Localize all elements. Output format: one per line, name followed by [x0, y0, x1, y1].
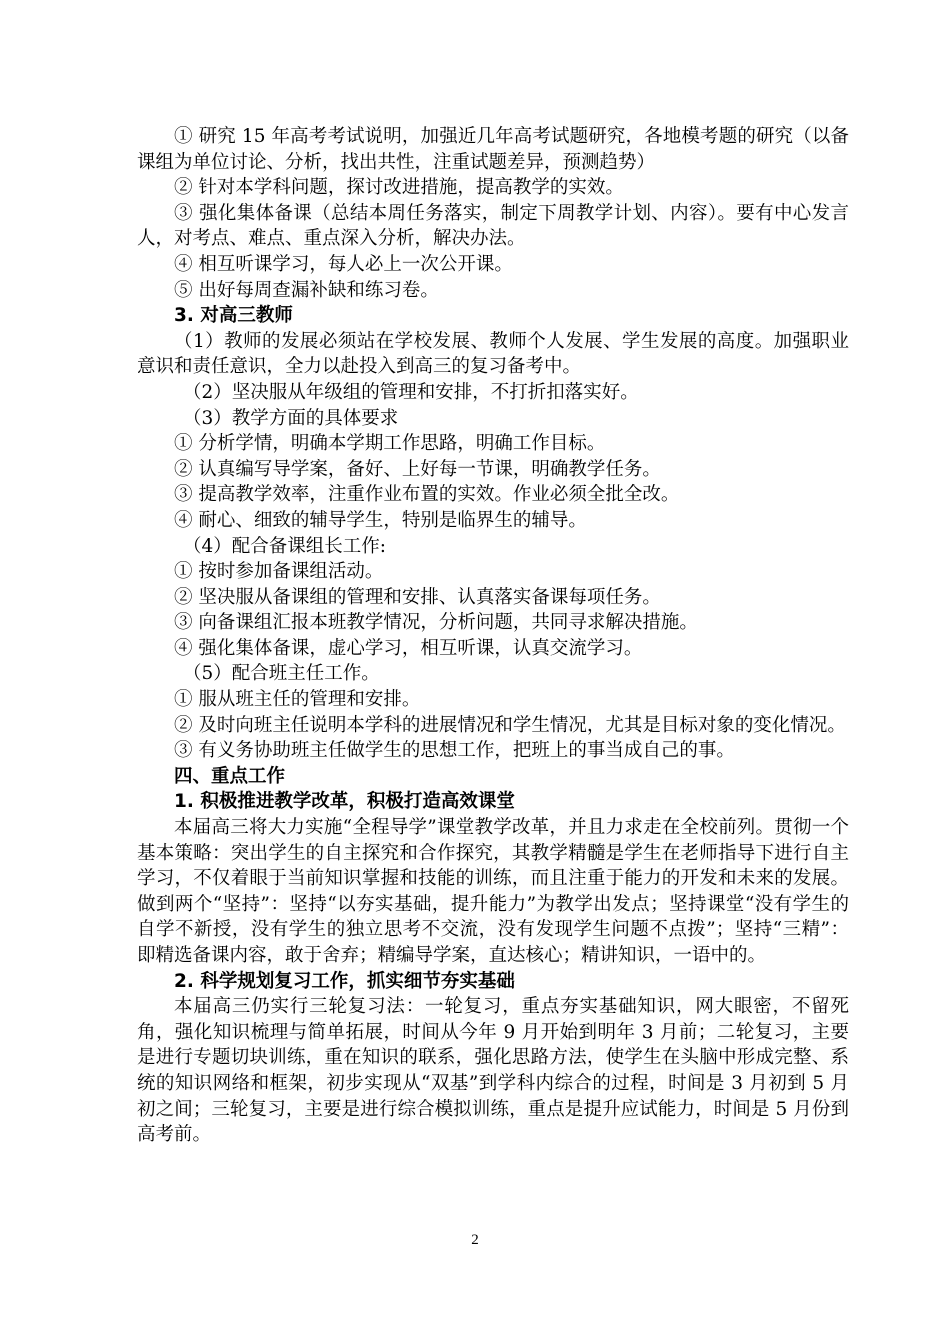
paragraph: ① 研究 15 年高考考试说明，加强近几年高考试题研究，各地模考题的研究（以备课组为单位讨论、分析，找出共性，注重试题差异，预测趋势） [137, 126, 849, 173]
section-heading: 四、重点工作 [174, 765, 286, 787]
section-heading: 3. 对高三教师 [174, 305, 293, 327]
paragraph: ⑤ 出好每周查漏补缺和练习卷。 [174, 279, 439, 301]
section-heading: 1. 积极推进教学改革，积极打造高效课堂 [174, 791, 515, 813]
paragraph: 本届高三将大力实施“全程导学”课堂教学改革，并且力求走在全校前列。贯彻一个基本策略：突出学生的自主探究和合作探究，其教学精髓是学生在老师指导下进行自主学习，不仅着眼于当前知识掌握和技能的训练，而且注重于能力的开发和未来的发展。做到两个“坚持”：坚持“以夯实基础，提升能力”为教学出发点；坚持课堂“没有学生的自学不新授，没有学生的独立思考不交流，没有发现学生问题不点拨”；坚持“三精”：即精选备课内容，敢于舍弃；精编导学案，直达核心；精讲知识，一语中的。 [137, 817, 849, 966]
paragraph: ③ 强化集体备课（总结本周任务落实，制定下周教学计划、内容）。要有中心发言人，对考点、难点、重点深入分析，解决办法。 [137, 202, 849, 250]
paragraph: ② 认真编写导学案，备好、上好每一节课，明确教学任务。 [174, 458, 661, 480]
paragraph: ② 坚决服从备课组的管理和安排、认真落实备课每项任务。 [174, 586, 661, 608]
paragraph: ① 按时参加备课组活动。 [174, 561, 384, 583]
paragraph: ③ 有义务协助班主任做学生的思想工作，把班上的事当成自己的事。 [174, 740, 735, 762]
paragraph: ④ 耐心、细致的辅导学生，特别是临界生的辅导。 [174, 509, 587, 531]
paragraph: ② 针对本学科问题，探讨改进措施，提高教学的实效。 [174, 177, 624, 199]
document-body [137, 124, 849, 1148]
paragraph: ④ 相互听课学习，每人必上一次公开课。 [174, 253, 513, 275]
paragraph: ① 服从班主任的管理和安排。 [174, 689, 421, 711]
section-heading: 2. 科学规划复习工作，抓实细节夯实基础 [174, 970, 515, 992]
paragraph: （3）教学方面的具体要求 [183, 407, 399, 429]
paragraph: （4）配合备课组长工作: [183, 535, 387, 557]
paragraph: （2）坚决服从年级组的管理和安排，不打折扣落实好。 [183, 381, 639, 403]
page-number: 2 [471, 1232, 479, 1248]
paragraph: ③ 提高教学效率，注重作业布置的实效。作业必须全批全改。 [174, 484, 680, 506]
paragraph: ③ 向备课组汇报本班教学情况，分析问题，共同寻求解决措施。 [174, 612, 698, 634]
paragraph: （5）配合班主任工作。 [183, 663, 380, 685]
paragraph: （1）教师的发展必须站在学校发展、教师个人发展、学生发展的高度。加强职业意识和责任意识，全力以赴投入到高三的复习备考中。 [137, 330, 849, 378]
paragraph: ④ 强化集体备课，虚心学习，相互听课，认真交流学习。 [174, 637, 643, 659]
paragraph: ① 分析学情，明确本学期工作思路，明确工作目标。 [174, 433, 606, 455]
paragraph: 本届高三仍实行三轮复习法：一轮复习，重点夯实基础知识，网大眼密，不留死角，强化知识梳理与简单拓展，时间从今年 9 月开始到明年 3 月前；二轮复习，主要是进行专题切块训练，重在知识的联系，强化思路方法，使学生在头脑中形成完整、系统的知识网络和框架，初步实现从“双基”到学科内综合的过程，时间是 3 月初到 5 月初之间；三轮复习，主要是进行综合模拟训练，重点是提升应试能力，时间是 5 月份到高考前。 [137, 996, 849, 1146]
paragraph: ② 及时向班主任说明本学科的进展情况和学生情况，尤其是目标对象的变化情况。 [174, 714, 846, 736]
